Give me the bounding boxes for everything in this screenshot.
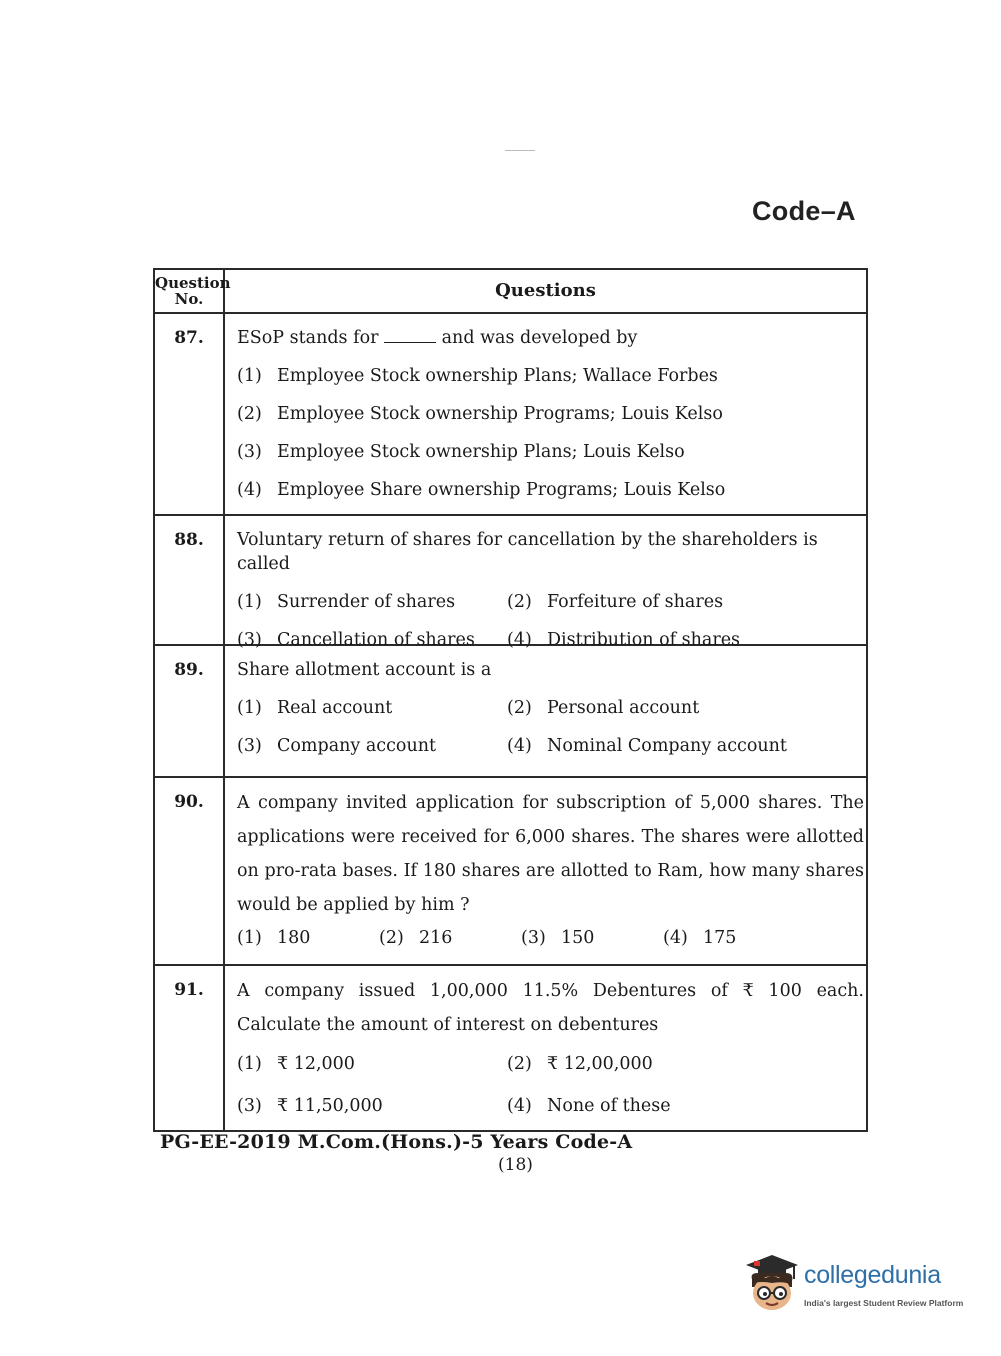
- brand-tagline: India's largest Student Review Platform: [804, 1298, 964, 1308]
- option-4: (4) 175: [663, 928, 737, 948]
- option-4: (4) None of these: [507, 1096, 671, 1116]
- option-4: (4) Distribution of shares: [507, 630, 741, 650]
- question-text: Voluntary return of shares for cancellation by the shareholders is called: [237, 530, 818, 574]
- question-number: 90.: [155, 778, 225, 964]
- question-text: Share allotment account is a: [237, 660, 492, 680]
- option-3: (3) Cancellation of shares: [237, 630, 475, 650]
- footer-exam-title: PG-EE-2019 M.Com.(Hons.)-5 Years Code-A: [160, 1131, 633, 1153]
- question-row-91: [155, 964, 866, 1130]
- paper-code: Code–A: [752, 196, 856, 226]
- student-mascot-icon: [742, 1253, 800, 1315]
- question-number: 91.: [155, 966, 225, 1130]
- question-text: A company invited application for subscription of 5,000 shares. The applications were received for 6,000 shares. The shares were allotted on pro-rata bases. If 180 shares are allotted to Ram, how many shares would be applied by him ?: [237, 793, 864, 915]
- option-1: (1) 180: [237, 928, 311, 948]
- questions-header: Questions: [495, 280, 596, 301]
- question-row-88: [155, 514, 866, 650]
- collegedunia-watermark: [742, 1253, 972, 1323]
- questions-table: [153, 268, 868, 1132]
- answer-blank: [384, 328, 436, 343]
- table-header: [155, 270, 866, 312]
- options: [237, 1052, 866, 1130]
- option-2: (2) 216: [379, 928, 453, 948]
- option-3: (3) Company account: [237, 736, 437, 756]
- option-1: (1) Employee Stock ownership Plans; Wallace Forbes: [237, 366, 718, 386]
- options: [237, 696, 866, 770]
- option-2: (2) ₹ 12,00,000: [507, 1054, 653, 1074]
- question-row-89: [155, 644, 866, 776]
- question-number: 87.: [155, 314, 225, 514]
- option-2: (2) Forfeiture of shares: [507, 592, 724, 612]
- option-1: (1) Surrender of shares: [237, 592, 456, 612]
- option-3: (3) Employee Stock ownership Plans; Louis Kelso: [237, 442, 685, 462]
- option-4: (4) Nominal Company account: [507, 736, 787, 756]
- option-3: (3) 150: [521, 928, 595, 948]
- option-3: (3) ₹ 11,50,000: [237, 1096, 383, 1116]
- question-row-87: [155, 312, 866, 514]
- options: [237, 364, 866, 502]
- page-number: (18): [498, 1155, 533, 1175]
- scan-artifact: [505, 150, 535, 151]
- brand-name: collegedunia: [804, 1261, 941, 1289]
- option-1: (1) ₹ 12,000: [237, 1054, 355, 1074]
- option-2: (2) Personal account: [507, 698, 700, 718]
- options: [237, 926, 866, 958]
- question-number: 88.: [155, 516, 225, 644]
- question-row-90: [155, 776, 866, 964]
- question-no-header: Question No.: [155, 270, 225, 312]
- question-text: ESoP stands for and was developed by: [237, 328, 638, 348]
- option-1: (1) Real account: [237, 698, 393, 718]
- question-text: A company issued 1,00,000 11.5% Debentures of ₹ 100 each. Calculate the amount of interest on debentures: [237, 981, 864, 1035]
- question-number: 89.: [155, 646, 225, 776]
- option-4: (4) Employee Share ownership Programs; Louis Kelso: [237, 480, 726, 500]
- option-2: (2) Employee Stock ownership Programs; Louis Kelso: [237, 404, 723, 424]
